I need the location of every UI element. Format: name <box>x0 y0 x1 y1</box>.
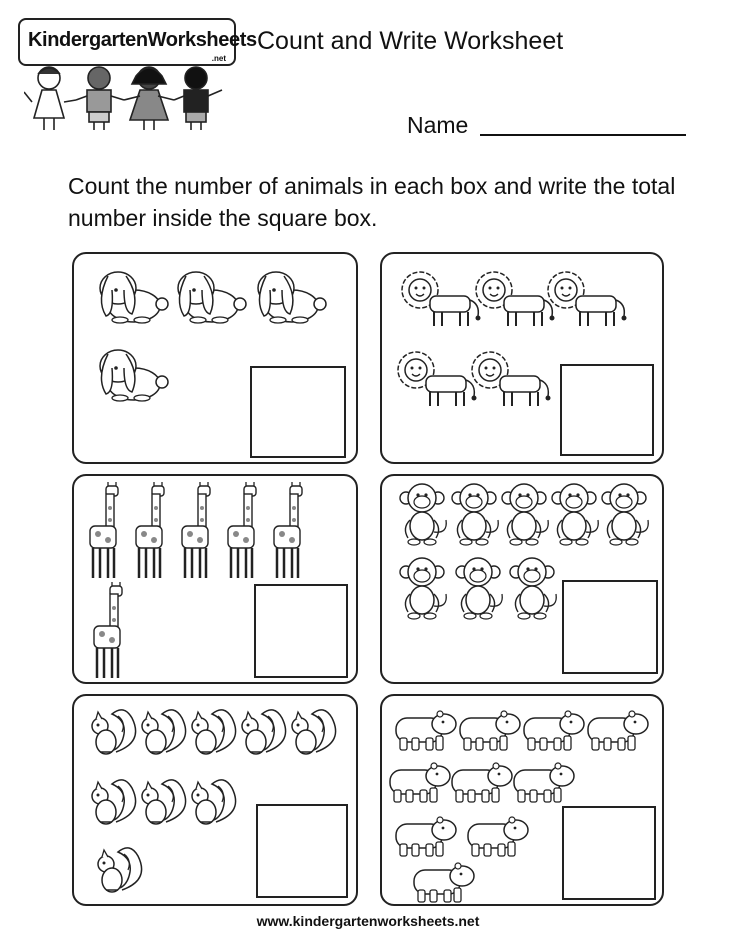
giraffe-icon <box>182 482 210 578</box>
hippo-icon <box>588 711 648 750</box>
hippo-icon <box>460 711 520 750</box>
worksheet-title: Count and Write Worksheet <box>257 27 564 55</box>
squirrel-icon <box>142 710 186 754</box>
lion-icon <box>476 272 555 326</box>
answer-box-hippos[interactable] <box>562 806 656 900</box>
logo-text-part2: Worksheets <box>147 29 257 51</box>
logo-text <box>28 29 257 52</box>
rabbit-icon <box>178 272 246 323</box>
hippo-icon <box>468 817 528 856</box>
hippo-icon <box>396 817 456 856</box>
squirrel-icon <box>292 710 336 754</box>
lion-icon <box>398 352 477 406</box>
hippo-icon <box>514 763 574 802</box>
monkey-icon <box>456 558 502 619</box>
hippo-icon <box>524 711 584 750</box>
answer-box-giraffes[interactable] <box>254 584 348 678</box>
squirrel-icon <box>92 710 136 754</box>
answer-box-monkeys[interactable] <box>562 580 658 674</box>
panel-lions <box>380 252 664 464</box>
panel-rabbits <box>72 252 358 464</box>
monkey-icon <box>602 484 648 545</box>
panel-monkeys <box>380 474 664 684</box>
panel-hippos <box>380 694 664 906</box>
squirrel-icon <box>92 780 136 824</box>
squirrel-icon <box>192 710 236 754</box>
rabbit-icon <box>100 272 168 323</box>
squirrel-icon <box>98 848 142 892</box>
hippo-icon <box>396 711 456 750</box>
panel-giraffes <box>72 474 358 684</box>
footer-url: www.kindergartenworksheets.net <box>256 913 480 929</box>
giraffe-icon <box>94 582 122 678</box>
rabbit-icon <box>100 350 168 401</box>
instructions-text: Count the number of animals in each box and write the total number inside the square box. <box>68 173 676 231</box>
squirrel-icon <box>142 780 186 824</box>
lion-icon <box>548 272 627 326</box>
monkey-icon <box>400 484 446 545</box>
monkey-icon <box>502 484 548 545</box>
logo-sub: .net <box>211 54 226 63</box>
giraffe-icon <box>90 482 118 578</box>
name-label: Name <box>407 112 469 138</box>
giraffe-icon <box>136 482 164 578</box>
hippo-icon <box>414 863 474 902</box>
monkey-icon <box>400 558 446 619</box>
hippo-icon <box>390 763 450 802</box>
brand-logo <box>18 18 257 66</box>
kids-holding-hands-illustration <box>24 62 224 134</box>
answer-box-rabbits[interactable] <box>250 366 346 458</box>
giraffe-icon <box>274 482 302 578</box>
lion-icon <box>472 352 551 406</box>
monkey-icon <box>510 558 556 619</box>
name-write-line[interactable] <box>480 134 686 136</box>
answer-box-lions[interactable] <box>560 364 654 456</box>
answer-box-squirrels[interactable] <box>256 804 348 898</box>
hippo-icon <box>452 763 512 802</box>
giraffe-icon <box>228 482 256 578</box>
monkey-icon <box>452 484 498 545</box>
squirrel-icon <box>242 710 286 754</box>
panel-squirrels <box>72 694 358 906</box>
rabbit-icon <box>258 272 326 323</box>
monkey-icon <box>552 484 598 545</box>
squirrel-icon <box>192 780 236 824</box>
lion-icon <box>402 272 481 326</box>
logo-text-part1: Kindergarten <box>28 29 148 51</box>
